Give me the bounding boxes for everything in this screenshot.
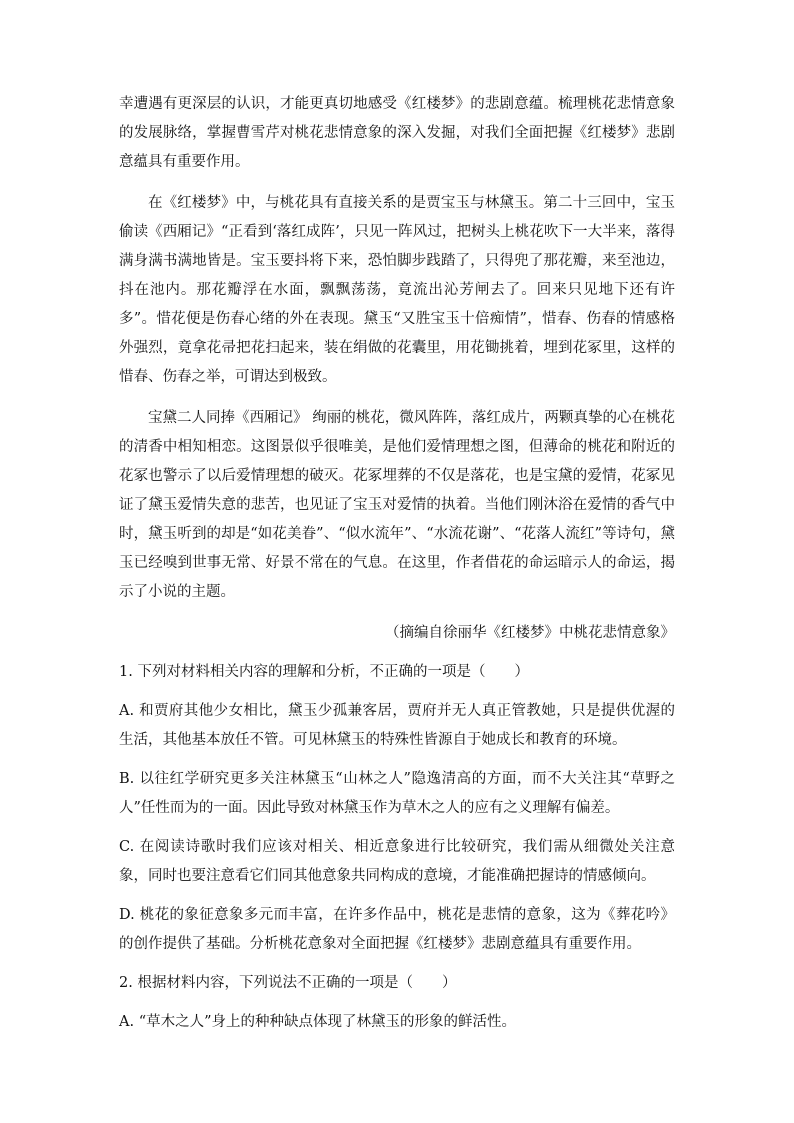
question-1-option-c: C. 在阅读诗歌时我们应该对相关、相近意象进行比较研究，我们需从细微处关注意象，同时也要注意看它们同其他意象共同构成的意境，才能准确把握诗的情感倾向。 — [119, 839, 675, 884]
question-1-option-b: B. 以往红学研究更多关注林黛玉“山林之人”隐逸清高的方面，而不大关注其“草野之人”任性而为的一面。因此导致对林黛玉作为草木之人的应有之义理解有偏差。 — [119, 771, 675, 816]
document-content — [119, 90, 675, 1037]
question-2-option-a: A. “草木之人”身上的种种缺点体现了林黛玉的形象的鲜活性。 — [119, 1014, 517, 1030]
question-1-option-d: D. 桃花的象征意象多元而丰富，在许多作品中，桃花是悲情的意象，这为《葬花吟》的创作提供了基础。分析桃花意象对全面把握《红楼梦》悲剧意蕴具有重要作用。 — [119, 907, 675, 952]
paragraph-baoyu-daiyu: 在《红楼梦》中，与桃花具有直接关系的是贾宝玉与林黛玉。第二十三回中，宝玉偷读《西厢记》“正看到‘落红成阵’，只见一阵风过，把树头上桃花吹下一大半来，落得满身满书满地皆是。宝玉要抖将下来，恐怕脚步践踏了，只得兜了那花瓣，来至池边，抖在池内。那花瓣浮在水面，飘飘荡荡，竟流出沁芳闸去了。回来只见地下还有许多”。惜花便是伤春心绪的外在表现。黛玉“又胜宝玉十倍痴情”，惜春、伤春的情感格外强烈，竟拿花帚把花扫起来，装在绢做的花囊里，用花锄挑着，埋到花冢里，这样的惜春、伤春之举，可谓达到极致。 — [119, 195, 675, 385]
paragraph-continuation: 幸遭遇有更深层的认识，才能更真切地感受《红楼梦》的悲剧意蕴。梳理桃花悲情意象的发展脉络，掌握曹雪芹对桃花悲情意象的深入发掘，对我们全面把握《红楼梦》悲剧意蕴具有重要作用。 — [119, 96, 675, 170]
paragraph-peach-blossom-theme: 宝黛二人同捧《西厢记》 绚丽的桃花，微风阵阵，落红成片，两颗真挚的心在桃花的清香中相知相恋。这图景似乎很唯美，是他们爱情理想之图，但薄命的桃花和附近的花冢也警示了以后爱情理想的破灭。花冢埋葬的不仅是落花，也是宝黛的爱情，花冢见证了黛玉爱情失意的悲苦，也见证了宝玉对爱情的执着。当他们刚沐浴在爱情的香气中时，黛玉听到的却是“如花美眷”、“似水流年”、“水流花谢”、“花落人流红”等诗句，黛玉已经嗅到世事无常、好景不常在的气息。在这里，作者借花的命运暗示人的命运，揭示了小说的主题。 — [119, 410, 675, 600]
question-1-option-a: A. 和贾府其他少女相比，黛玉少孤兼客居，贾府并无人真正管教她，只是提供优渥的生活，其他基本放任不管。可见林黛玉的特殊性皆源自于她成长和教育的环境。 — [119, 703, 675, 748]
source-citation: （摘编自徐丽华《红楼梦》中桃花悲情意象》 — [385, 625, 675, 641]
question-2-stem: 2. 根据材料内容，下列说法不正确的一项是（ ） — [119, 975, 457, 991]
question-1-stem: 1. 下列对材料相关内容的理解和分析，不正确的一项是（ ） — [119, 664, 529, 680]
